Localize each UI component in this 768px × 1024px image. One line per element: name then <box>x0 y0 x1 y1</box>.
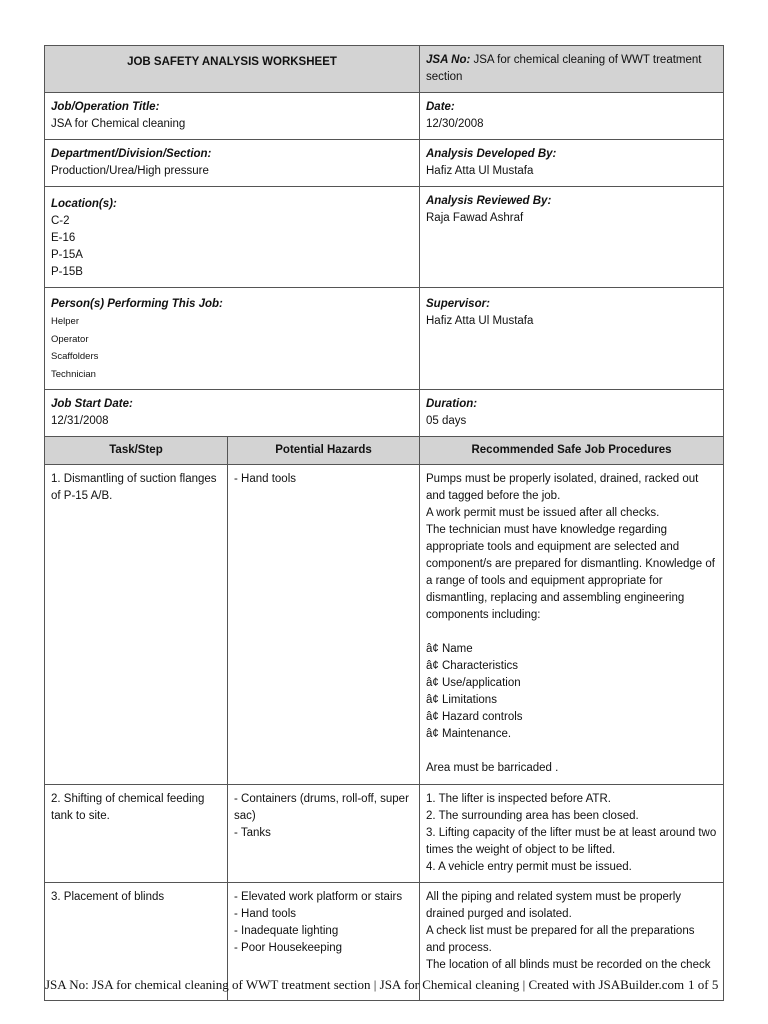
supervisor-value: Hafiz Atta Ul Mustafa <box>426 315 534 327</box>
department-value: Production/Urea/High pressure <box>51 165 209 177</box>
jsa-no-value: JSA for chemical cleaning of WWT treatment section <box>426 54 702 83</box>
department-cell <box>45 140 420 187</box>
hazard-item: - Poor Housekeeping <box>234 942 343 954</box>
procedure-line: â¢ Limitations <box>426 694 497 706</box>
reviewed-by-label: Analysis Reviewed By: <box>426 195 552 207</box>
person-item: Scaffolders <box>51 351 99 362</box>
procedure-line: â¢ Maintenance. <box>426 728 512 740</box>
procedure-line: appropriate tools and equipment are selected and <box>426 541 680 553</box>
persons-label: Person(s) Performing This Job: <box>51 298 223 310</box>
hazard-item: - Containers (drums, roll-off, super sac) <box>234 793 409 822</box>
step-task: 2. Shifting of chemical feeding tank to site. <box>45 785 228 883</box>
procedure-line: Pumps must be properly isolated, drained, racked out <box>426 473 699 485</box>
procedure-line: drained purged and isolated. <box>426 908 572 920</box>
procedure-line: a range of tools and equipment appropriate for <box>426 575 663 587</box>
developed-by-label: Analysis Developed By: <box>426 148 557 160</box>
procedure-line: â¢ Name <box>426 643 473 655</box>
procedure-line: components including: <box>426 609 541 621</box>
step-hazards <box>228 785 420 883</box>
column-header-task: Task/Step <box>45 437 228 465</box>
procedure-line: and tagged before the job. <box>426 490 561 502</box>
jsa-no-label: JSA No: <box>426 54 471 66</box>
start-date-value: 12/31/2008 <box>51 415 109 427</box>
procedure-line: A work permit must be issued after all checks. <box>426 507 660 519</box>
procedure-line: dismantling, replacing and assembling engineering <box>426 592 685 604</box>
developed-by-value: Hafiz Atta Ul Mustafa <box>426 165 534 177</box>
procedure-line: component/s are prepared for dismantling. Knowledge of <box>426 558 715 570</box>
start-date-cell <box>45 390 420 437</box>
procedure-line <box>426 624 717 641</box>
reviewed-by-value: Raja Fawad Ashraf <box>426 212 524 224</box>
job-title-value: JSA for Chemical cleaning <box>51 118 186 130</box>
page-number: 1 of 5 <box>688 977 719 992</box>
procedure-line: 1. The lifter is inspected before ATR. <box>426 793 611 805</box>
procedure-line: The technician must have knowledge regarding <box>426 524 668 536</box>
date-value: 12/30/2008 <box>426 118 484 130</box>
department-label: Department/Division/Section: <box>51 148 212 160</box>
column-header-procedures: Recommended Safe Job Procedures <box>420 437 724 465</box>
hazard-item: - Tanks <box>234 827 271 839</box>
procedure-line: 2. The surrounding area has been closed. <box>426 810 639 822</box>
procedure-line: 4. A vehicle entry permit must be issued. <box>426 861 632 873</box>
step-task-text: 3. Placement of blinds <box>51 891 165 903</box>
supervisor-cell <box>420 288 724 390</box>
developed-by-cell <box>420 140 724 187</box>
hazard-item: - Inadequate lighting <box>234 925 339 937</box>
procedure-line <box>426 743 717 760</box>
job-title-cell <box>45 93 420 140</box>
column-header-hazards: Potential Hazards <box>228 437 420 465</box>
person-item: Technician <box>51 368 96 380</box>
step-procedures <box>420 785 724 883</box>
procedure-line: A check list must be prepared for all the preparations <box>426 925 695 937</box>
procedure-line: â¢ Characteristics <box>426 660 519 672</box>
step-procedures <box>420 465 724 785</box>
step-hazards <box>228 465 420 785</box>
location-label: Location(s): <box>51 198 117 210</box>
step-task: 1. Dismantling of suction flanges of P-15 A/B. <box>45 465 228 785</box>
procedure-line: â¢ Hazard controls <box>426 711 523 723</box>
person-item: Helper <box>51 316 79 327</box>
duration-label: Duration: <box>426 398 478 410</box>
table-row <box>45 465 724 785</box>
duration-value: 05 days <box>426 415 467 427</box>
date-label: Date: <box>426 101 455 113</box>
date-cell <box>420 93 724 140</box>
location-item: P-15B <box>51 266 83 278</box>
persons-cell <box>45 288 420 390</box>
table-row <box>45 785 724 883</box>
hazard-item: - Hand tools <box>234 908 297 920</box>
supervisor-label: Supervisor: <box>426 298 490 310</box>
location-item: C-2 <box>51 215 70 227</box>
procedure-line: The location of all blinds must be recorded on the check <box>426 959 711 971</box>
reviewed-by-cell <box>420 187 724 288</box>
start-date-label: Job Start Date: <box>51 398 133 410</box>
page-footer: JSA No: JSA for chemical cleaning of WWT treatment section | JSA for Chemical cleaning | Created with JSABuilder.com <box>45 977 685 992</box>
location-item: P-15A <box>51 249 83 261</box>
procedure-line: â¢ Use/application <box>426 677 521 689</box>
procedure-line: Area must be barricaded . <box>426 762 559 774</box>
jsa-worksheet-table <box>44 45 724 1001</box>
location-cell <box>45 187 420 288</box>
procedure-line: All the piping and related system must be properly <box>426 891 682 903</box>
procedure-line: 3. Lifting capacity of the lifter must be at least around two <box>426 827 717 839</box>
hazard-item: - Elevated work platform or stairs <box>234 891 403 903</box>
location-item: E-16 <box>51 232 76 244</box>
jsa-no-cell <box>420 46 724 93</box>
worksheet-title: JOB SAFETY ANALYSIS WORKSHEET <box>45 46 420 93</box>
procedure-line: times the weight of object to be lifted. <box>426 844 616 856</box>
procedure-line: and process. <box>426 942 492 954</box>
hazard-item: - Hand tools <box>234 473 297 485</box>
duration-cell <box>420 390 724 437</box>
person-item: Operator <box>51 333 89 345</box>
job-title-label: Job/Operation Title: <box>51 101 160 113</box>
